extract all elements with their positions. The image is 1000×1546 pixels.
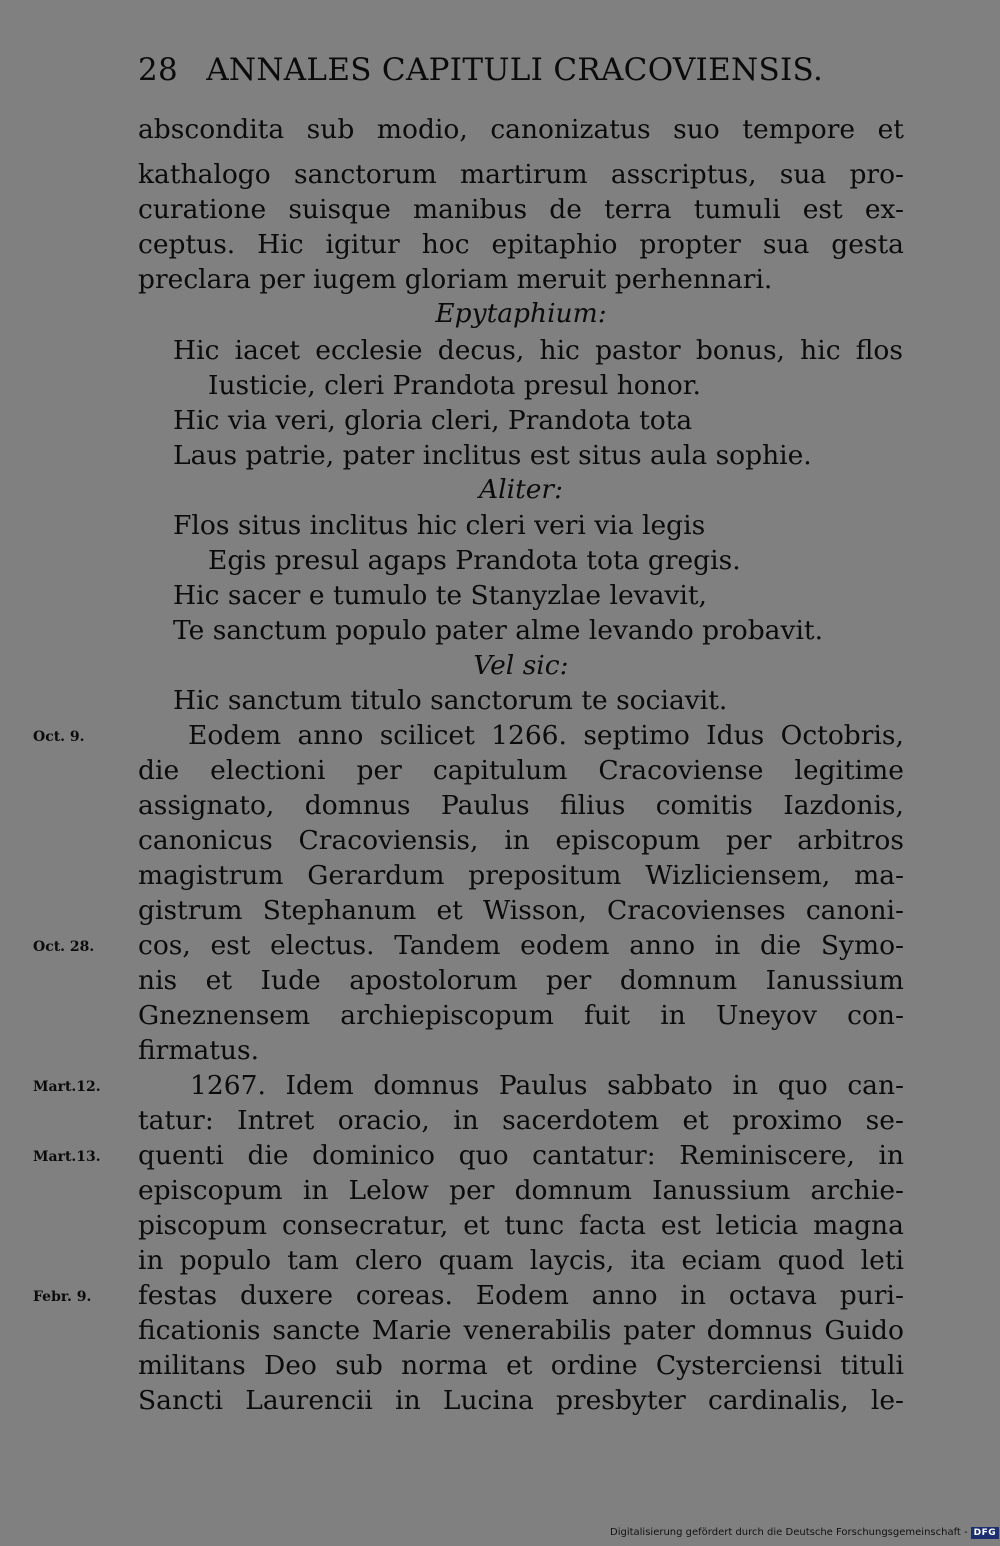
margin-date-note: Mart.12. — [33, 1079, 101, 1095]
text-line: Laus patrie, pater inclitus est situs aula sophie. — [173, 440, 812, 471]
text-line: 1267. Idem domnus Paulus sabbato in quo can- — [190, 1070, 904, 1101]
text-line: ficationis sancte Marie venerabilis pater domnus Guido — [138, 1315, 904, 1346]
margin-date-note: Mart.13. — [33, 1149, 101, 1165]
text-line: Egis presul agaps Prandota tota gregis. — [208, 545, 741, 576]
text-line: gistrum Stephanum et Wisson, Cracovienses canoni- — [138, 895, 904, 926]
text-line: nis et Iude apostolorum per domnum Ianussium — [138, 965, 904, 996]
text-line: assignato, domnus Paulus filius comitis Iazdonis, — [138, 790, 904, 821]
text-line: abscondita sub modio, canonizatus suo tempore et — [138, 114, 904, 145]
text-line: ceptus. Hic igitur hoc epitaphio propter sua gesta — [138, 229, 904, 260]
section-heading: Aliter: — [478, 474, 564, 505]
text-line: firmatus. — [138, 1035, 260, 1066]
margin-date-note: Oct. 9. — [33, 729, 85, 745]
text-line: Hic sacer e tumulo te Stanyzlae levavit, — [173, 580, 707, 611]
text-line: Te sanctum populo pater alme levando probavit. — [173, 615, 824, 646]
text-line: preclara per iugem gloriam meruit perhennari. — [138, 264, 773, 295]
text-line: Sancti Laurencii in Lucina presbyter cardinalis, le- — [138, 1385, 904, 1416]
text-line: tatur: Intret oracio, in sacerdotem et proximo se- — [138, 1105, 904, 1136]
text-line: in populo tam clero quam laycis, ita eciam quod leti — [138, 1245, 904, 1276]
text-line: kathalogo sanctorum martirum asscriptus, sua pro- — [138, 159, 904, 190]
text-line: die electioni per capitulum Cracoviense legitime — [138, 755, 904, 786]
text-line: Iusticie, cleri Prandota presul honor. — [208, 370, 701, 401]
text-line: Hic via veri, gloria cleri, Prandota tota — [173, 405, 693, 436]
text-line: Flos situs inclitus hic cleri veri via legis — [173, 510, 706, 541]
text-line: episcopum in Lelow per domnum Ianussium archie- — [138, 1175, 904, 1206]
margin-date-note: Febr. 9. — [33, 1289, 92, 1305]
section-heading: Vel sic: — [473, 650, 569, 681]
text-line: Hic iacet ecclesie decus, hic pastor bonus, hic flos — [173, 335, 903, 366]
digitization-footer — [610, 1526, 999, 1540]
text-line: quenti die dominico quo cantatur: Reminiscere, in — [138, 1140, 904, 1171]
text-line: militans Deo sub norma et ordine Cysterciensi tituli — [138, 1350, 904, 1381]
text-line: Eodem anno scilicet 1266. septimo Idus Octobris, — [188, 720, 904, 751]
text-line: curatione suisque manibus de terra tumuli est ex- — [138, 194, 904, 225]
text-line: Gneznensem archiepiscopum fuit in Uneyov con- — [138, 1000, 904, 1031]
dfg-logo: DFG — [971, 1527, 1000, 1539]
footer-text: Digitalisierung gefördert durch die Deutsche Forschungsgemeinschaft - — [610, 1527, 968, 1538]
running-title: ANNALES CAPITULI CRACOVIENSIS. — [206, 52, 824, 88]
page-number: 28 — [138, 52, 179, 88]
text-line: festas duxere coreas. Eodem anno in octava puri- — [138, 1280, 904, 1311]
page-header — [138, 48, 824, 92]
text-line: piscopum consecratur, et tunc facta est leticia magna — [138, 1210, 904, 1241]
margin-date-note: Oct. 28. — [33, 939, 95, 955]
text-line: Hic sanctum titulo sanctorum te sociavit. — [173, 685, 728, 716]
text-line: canonicus Cracoviensis, in episcopum per arbitros — [138, 825, 904, 856]
section-heading: Epytaphium: — [435, 298, 607, 329]
text-line: cos, est electus. Tandem eodem anno in die Symo- — [138, 930, 904, 961]
text-line: magistrum Gerardum prepositum Wizliciensem, ma- — [138, 860, 904, 891]
